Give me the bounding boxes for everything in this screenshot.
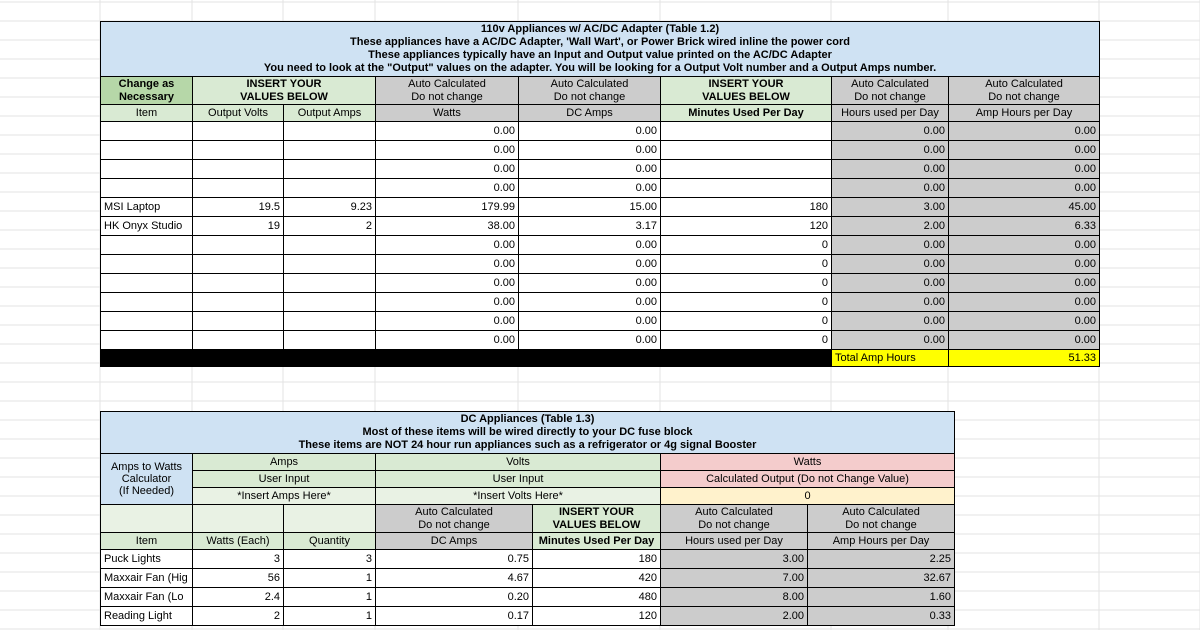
calc-amps-user-input: User Input: [193, 471, 376, 488]
cell-dc-amps[interactable]: 0.75: [376, 550, 533, 569]
table-1-3-title: [101, 412, 955, 454]
table-row: [101, 141, 1100, 160]
cell-output-volts[interactable]: [193, 255, 284, 274]
cell-watts[interactable]: 0.00: [376, 312, 519, 331]
calc-output-label: Calculated Output (Do not Change Value): [661, 471, 955, 488]
cell-amp-hours[interactable]: 0.00: [949, 312, 1100, 331]
table-row: [101, 274, 1100, 293]
cell-dc-amps[interactable]: 0.17: [376, 607, 533, 626]
table-title-line: These appliances typically have an Input and Output value printed on the AC/DC Adapter: [368, 49, 832, 61]
cell-item[interactable]: Puck Lights: [101, 550, 193, 569]
col-header-dc-amps: DC Amps: [519, 105, 661, 122]
auto-calculated-header: Auto Calculated Do not change: [376, 77, 519, 105]
cell-output-amps[interactable]: [284, 122, 376, 141]
cell-minutes[interactable]: [661, 141, 832, 160]
table-title-line: 110v Appliances w/ AC/DC Adapter (Table 1.2): [480, 23, 720, 35]
cell-output-volts[interactable]: 19: [193, 217, 284, 236]
cell-dc-amps[interactable]: 0.00: [519, 160, 661, 179]
cell-item[interactable]: [101, 255, 193, 274]
col-header-amp-hours: Amp Hours per Day: [808, 533, 955, 550]
table-row: [101, 160, 1100, 179]
cell-dc-amps[interactable]: 0.00: [519, 141, 661, 160]
col-header-output-amps: Output Amps: [284, 105, 376, 122]
cell-item[interactable]: [101, 179, 193, 198]
cell-amp-hours[interactable]: 0.00: [949, 274, 1100, 293]
column-header-row: [101, 533, 955, 550]
cell-quantity[interactable]: 1: [284, 569, 376, 588]
cell-hours[interactable]: 0.00: [832, 141, 949, 160]
cell-watts[interactable]: 0.00: [376, 236, 519, 255]
table-row: [101, 179, 1100, 198]
cell-dc-amps[interactable]: 0.00: [519, 293, 661, 312]
cell-amp-hours[interactable]: 0.33: [808, 607, 955, 626]
cell-hours[interactable]: 0.00: [832, 312, 949, 331]
cell-output-amps[interactable]: [284, 255, 376, 274]
cell-watts-each[interactable]: 3: [193, 550, 284, 569]
table-1-2: [100, 21, 1100, 367]
cell-item[interactable]: [101, 293, 193, 312]
cell-minutes[interactable]: 0: [661, 274, 832, 293]
cell-minutes[interactable]: 0: [661, 331, 832, 350]
cell-output-amps[interactable]: [284, 293, 376, 312]
table-row: [101, 236, 1100, 255]
cell-hours[interactable]: 2.00: [661, 607, 808, 626]
cell-output-volts[interactable]: 19.5: [193, 198, 284, 217]
cell-minutes[interactable]: 420: [533, 569, 661, 588]
cell-output-amps[interactable]: [284, 312, 376, 331]
col-header-watts-each: Watts (Each): [193, 533, 284, 550]
cell-minutes[interactable]: 0: [661, 255, 832, 274]
cell-amp-hours[interactable]: 0.00: [949, 141, 1100, 160]
cell-watts[interactable]: 0.00: [376, 141, 519, 160]
cell-output-amps[interactable]: [284, 236, 376, 255]
table-1-3: [100, 411, 955, 626]
cell-output-volts[interactable]: [193, 312, 284, 331]
column-header-row: [101, 105, 1100, 122]
cell-item[interactable]: Reading Light: [101, 607, 193, 626]
col-header-minutes: Minutes Used Per Day: [661, 105, 832, 122]
cell-dc-amps[interactable]: 0.00: [519, 122, 661, 141]
cell-amp-hours[interactable]: 45.00: [949, 198, 1100, 217]
insert-values-header: INSERT YOUR VALUES BELOW: [193, 77, 376, 105]
cell-item[interactable]: [101, 274, 193, 293]
empty-cell: [193, 505, 284, 533]
cell-item[interactable]: MSI Laptop: [101, 198, 193, 217]
cell-output-amps[interactable]: [284, 160, 376, 179]
cell-output-volts[interactable]: [193, 122, 284, 141]
cell-output-amps[interactable]: 2: [284, 217, 376, 236]
col-header-amp-hours: Amp Hours per Day: [949, 105, 1100, 122]
table-row: [101, 293, 1100, 312]
table-title-line: These appliances have a AC/DC Adapter, 'Wall Wart', or Power Brick wired inline the power cord: [350, 36, 850, 48]
total-amp-hours-value[interactable]: 51.33: [949, 350, 1100, 367]
table-row: [101, 198, 1100, 217]
table-row: [101, 607, 955, 626]
cell-quantity[interactable]: 1: [284, 607, 376, 626]
table-title-line: You need to look at the "Output" values on the adapter. You will be looking for a Output Volt number and a Output Amps number.: [263, 62, 937, 74]
cell-output-volts[interactable]: [193, 331, 284, 350]
cell-watts[interactable]: 38.00: [376, 217, 519, 236]
cell-watts[interactable]: 0.00: [376, 255, 519, 274]
cell-amp-hours[interactable]: 6.33: [949, 217, 1100, 236]
table-title-line: DC Appliances (Table 1.3): [460, 413, 595, 425]
cell-output-amps[interactable]: [284, 141, 376, 160]
cell-dc-amps[interactable]: 0.00: [519, 312, 661, 331]
change-as-necessary-header: Change as Necessary: [101, 77, 193, 105]
cell-amp-hours[interactable]: 0.00: [949, 179, 1100, 198]
cell-dc-amps[interactable]: 0.00: [519, 331, 661, 350]
cell-amp-hours[interactable]: 0.00: [949, 331, 1100, 350]
col-header-item: Item: [101, 105, 193, 122]
cell-dc-amps[interactable]: 15.00: [519, 198, 661, 217]
cell-item[interactable]: [101, 160, 193, 179]
amps-to-watts-calculator-label: Amps to Watts Calculator (If Needed): [101, 454, 193, 505]
cell-hours[interactable]: 0.00: [832, 236, 949, 255]
cell-item[interactable]: [101, 331, 193, 350]
cell-item[interactable]: Maxxair Fan (Hig: [101, 569, 193, 588]
cell-watts[interactable]: 0.00: [376, 179, 519, 198]
cell-watts[interactable]: 0.00: [376, 122, 519, 141]
cell-item[interactable]: HK Onyx Studio: [101, 217, 193, 236]
cell-dc-amps[interactable]: 3.17: [519, 217, 661, 236]
cell-watts[interactable]: 0.00: [376, 293, 519, 312]
cell-output-amps[interactable]: [284, 331, 376, 350]
cell-output-volts[interactable]: [193, 179, 284, 198]
cell-amp-hours[interactable]: 0.00: [949, 160, 1100, 179]
calc-amps-header: Amps: [193, 454, 376, 471]
cell-minutes[interactable]: 0: [661, 312, 832, 331]
col-header-quantity: Quantity: [284, 533, 376, 550]
cell-quantity[interactable]: 1: [284, 588, 376, 607]
cell-amp-hours[interactable]: 32.67: [808, 569, 955, 588]
table-1-2-title: [101, 22, 1100, 77]
col-header-watts: Watts: [376, 105, 519, 122]
table-row: [101, 331, 1100, 350]
cell-item[interactable]: [101, 312, 193, 331]
calc-volts-header: Volts: [376, 454, 661, 471]
cell-item[interactable]: [101, 141, 193, 160]
cell-minutes[interactable]: 480: [533, 588, 661, 607]
cell-hours[interactable]: 0.00: [832, 255, 949, 274]
cell-watts[interactable]: 179.99: [376, 198, 519, 217]
cell-hours[interactable]: 0.00: [832, 274, 949, 293]
auto-calculated-header: Auto Calculated Do not change: [376, 505, 533, 533]
cell-watts[interactable]: 0.00: [376, 331, 519, 350]
cell-amp-hours[interactable]: 1.60: [808, 588, 955, 607]
cell-minutes[interactable]: 0: [661, 236, 832, 255]
insert-amps-cell[interactable]: *Insert Amps Here*: [193, 488, 376, 505]
cell-amp-hours[interactable]: 0.00: [949, 122, 1100, 141]
cell-watts-each[interactable]: 56: [193, 569, 284, 588]
cell-minutes[interactable]: [661, 160, 832, 179]
cell-item[interactable]: Maxxair Fan (Lo: [101, 588, 193, 607]
table-row: [101, 122, 1100, 141]
cell-minutes[interactable]: 120: [533, 607, 661, 626]
col-header-hours: Hours used per Day: [832, 105, 949, 122]
cell-item[interactable]: [101, 236, 193, 255]
cell-minutes[interactable]: 180: [533, 550, 661, 569]
cell-minutes[interactable]: 120: [661, 217, 832, 236]
auto-calculated-header: Auto Calculated Do not change: [808, 505, 955, 533]
table-row: [101, 255, 1100, 274]
cell-watts[interactable]: 0.00: [376, 160, 519, 179]
auto-calculated-header: Auto Calculated Do not change: [661, 505, 808, 533]
empty-cell: [101, 505, 193, 533]
table-row: [101, 217, 1100, 236]
cell-hours[interactable]: 0.00: [832, 331, 949, 350]
insert-values-header: INSERT YOUR VALUES BELOW: [661, 77, 832, 105]
cell-output-amps[interactable]: 9.23: [284, 198, 376, 217]
cell-quantity[interactable]: 3: [284, 550, 376, 569]
cell-hours[interactable]: 0.00: [832, 293, 949, 312]
cell-output-volts[interactable]: [193, 141, 284, 160]
cell-hours[interactable]: 0.00: [832, 160, 949, 179]
cell-hours[interactable]: 0.00: [832, 122, 949, 141]
total-amp-hours-label: Total Amp Hours: [832, 350, 949, 367]
cell-minutes[interactable]: [661, 179, 832, 198]
cell-amp-hours[interactable]: 0.00: [949, 236, 1100, 255]
cell-hours[interactable]: 7.00: [661, 569, 808, 588]
cell-dc-amps[interactable]: 0.00: [519, 274, 661, 293]
calc-output-value: 0: [661, 488, 955, 505]
auto-calculated-header: Auto Calculated Do not change: [519, 77, 661, 105]
cell-dc-amps[interactable]: 0.00: [519, 179, 661, 198]
insert-volts-cell[interactable]: *Insert Volts Here*: [376, 488, 661, 505]
cell-watts-each[interactable]: 2: [193, 607, 284, 626]
table-title-line: These items are NOT 24 hour run appliances such as a refrigerator or 4g signal Booster: [298, 439, 757, 451]
col-header-hours: Hours used per Day: [661, 533, 808, 550]
calc-volts-user-input: User Input: [376, 471, 661, 488]
cell-hours[interactable]: 0.00: [832, 179, 949, 198]
cell-output-volts[interactable]: [193, 274, 284, 293]
cell-hours[interactable]: 2.00: [832, 217, 949, 236]
table-row: [101, 312, 1100, 331]
cell-minutes[interactable]: [661, 122, 832, 141]
col-header-output-volts: Output Volts: [193, 105, 284, 122]
cell-amp-hours[interactable]: 2.25: [808, 550, 955, 569]
table-row: [101, 550, 955, 569]
cell-item[interactable]: [101, 122, 193, 141]
cell-dc-amps[interactable]: 0.00: [519, 255, 661, 274]
cell-output-amps[interactable]: [284, 274, 376, 293]
cell-output-volts[interactable]: [193, 293, 284, 312]
cell-amp-hours[interactable]: 0.00: [949, 293, 1100, 312]
cell-output-volts[interactable]: [193, 236, 284, 255]
table-row: [101, 569, 955, 588]
cell-output-volts[interactable]: [193, 160, 284, 179]
empty-cell: [284, 505, 376, 533]
cell-dc-amps[interactable]: 4.67: [376, 569, 533, 588]
cell-minutes[interactable]: 0: [661, 293, 832, 312]
cell-dc-amps[interactable]: 0.00: [519, 236, 661, 255]
table-row: [101, 588, 955, 607]
cell-output-amps[interactable]: [284, 179, 376, 198]
cell-dc-amps[interactable]: 0.20: [376, 588, 533, 607]
col-header-item: Item: [101, 533, 193, 550]
cell-hours[interactable]: 8.00: [661, 588, 808, 607]
col-header-dc-amps: DC Amps: [376, 533, 533, 550]
col-header-minutes: Minutes Used Per Day: [533, 533, 661, 550]
table-title-line: Most of these items will be wired directly to your DC fuse block: [362, 426, 693, 438]
cell-hours[interactable]: 3.00: [832, 198, 949, 217]
insert-values-header: INSERT YOUR VALUES BELOW: [533, 505, 661, 533]
calc-watts-header: Watts: [661, 454, 955, 471]
cell-watts[interactable]: 0.00: [376, 274, 519, 293]
cell-watts-each[interactable]: 2.4: [193, 588, 284, 607]
auto-calculated-header: Auto Calculated Do not change: [949, 77, 1100, 105]
table-footer-bar: [101, 350, 832, 367]
cell-minutes[interactable]: 180: [661, 198, 832, 217]
cell-amp-hours[interactable]: 0.00: [949, 255, 1100, 274]
cell-hours[interactable]: 3.00: [661, 550, 808, 569]
auto-calculated-header: Auto Calculated Do not change: [832, 77, 949, 105]
